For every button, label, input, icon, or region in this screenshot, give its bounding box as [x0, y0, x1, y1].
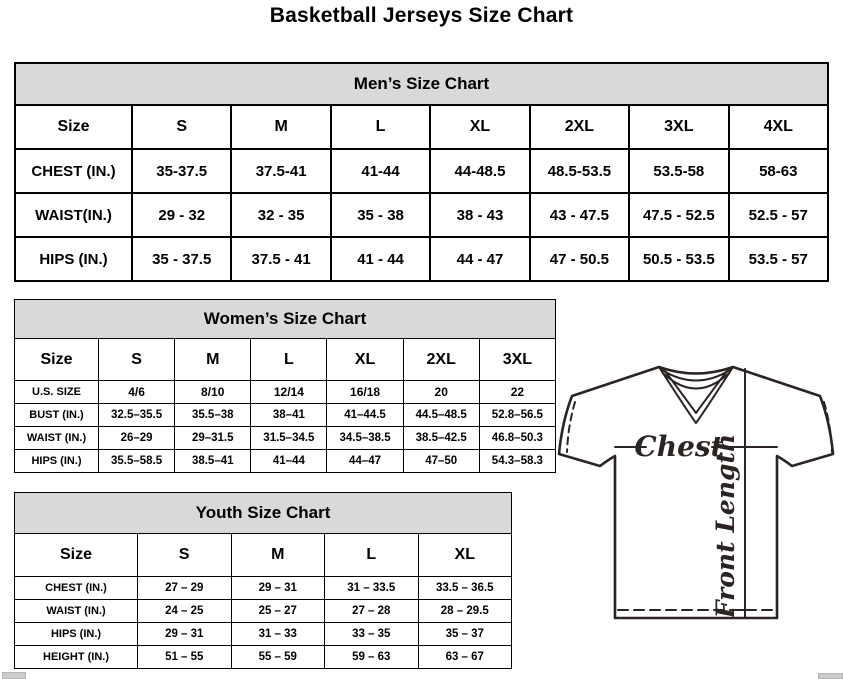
col-header: 2XL — [530, 105, 629, 149]
cell: 53.5-58 — [629, 149, 728, 193]
cell: 29 – 31 — [231, 577, 325, 600]
table-title-row — [15, 63, 828, 105]
cell: 31 – 33.5 — [325, 577, 419, 600]
table-title-row — [15, 493, 512, 534]
cell: 32 - 35 — [231, 193, 330, 237]
cell: 37.5-41 — [231, 149, 330, 193]
cell: 29–31.5 — [175, 427, 251, 450]
table-row — [15, 450, 556, 473]
col-header: M — [175, 339, 251, 381]
cell: 27 – 28 — [325, 600, 419, 623]
col-header: 2XL — [403, 339, 479, 381]
youth-table-title: Youth Size Chart — [15, 493, 512, 534]
cell: 35 - 37.5 — [132, 237, 231, 281]
table-row — [15, 577, 512, 600]
table-row — [15, 623, 512, 646]
col-header: L — [251, 339, 327, 381]
cell: 27 – 29 — [138, 577, 232, 600]
col-header: S — [138, 534, 232, 577]
cell: 24 – 25 — [138, 600, 232, 623]
table-row — [15, 646, 512, 669]
col-header: Size — [15, 339, 99, 381]
cell: 47–50 — [403, 450, 479, 473]
womens-size-chart-table — [14, 299, 556, 473]
cell: 58-63 — [729, 149, 828, 193]
row-label: CHEST (IN.) — [15, 149, 132, 193]
row-label: WAIST(IN.) — [15, 193, 132, 237]
jersey-outline — [559, 367, 833, 618]
cell: 37.5 - 41 — [231, 237, 330, 281]
row-label: HIPS (IN.) — [15, 623, 138, 646]
cell: 35.5–58.5 — [99, 450, 175, 473]
row-label: HEIGHT (IN.) — [15, 646, 138, 669]
col-header: S — [99, 339, 175, 381]
cell: 53.5 - 57 — [729, 237, 828, 281]
table-row — [15, 381, 556, 404]
row-label: HIPS (IN.) — [15, 237, 132, 281]
cell: 22 — [479, 381, 555, 404]
col-header: Size — [15, 534, 138, 577]
cell: 25 – 27 — [231, 600, 325, 623]
col-header: 3XL — [629, 105, 728, 149]
row-label: HIPS (IN.) — [15, 450, 99, 473]
cell: 28 – 29.5 — [418, 600, 512, 623]
col-header: L — [325, 534, 419, 577]
cell: 35 – 37 — [418, 623, 512, 646]
cell: 41 - 44 — [331, 237, 430, 281]
col-header: Size — [15, 105, 132, 149]
cell: 33.5 – 36.5 — [418, 577, 512, 600]
col-header: S — [132, 105, 231, 149]
cell: 44 - 47 — [430, 237, 529, 281]
cell: 55 – 59 — [231, 646, 325, 669]
cell: 31 – 33 — [231, 623, 325, 646]
col-header: M — [231, 105, 330, 149]
table-row — [15, 237, 828, 281]
cell: 50.5 - 53.5 — [629, 237, 728, 281]
col-header: XL — [418, 534, 512, 577]
cell: 35-37.5 — [132, 149, 231, 193]
column-header-row — [15, 534, 512, 577]
cell: 52.5 - 57 — [729, 193, 828, 237]
row-label: CHEST (IN.) — [15, 577, 138, 600]
table-title-row — [15, 300, 556, 339]
cell: 34.5–38.5 — [327, 427, 403, 450]
column-header-row — [15, 105, 828, 149]
cell: 16/18 — [327, 381, 403, 404]
cell: 20 — [403, 381, 479, 404]
cell: 41-44 — [331, 149, 430, 193]
row-label: WAIST (IN.) — [15, 427, 99, 450]
front-length-label: Front Length — [711, 433, 740, 619]
col-header: 3XL — [479, 339, 555, 381]
cell: 48.5-53.5 — [530, 149, 629, 193]
table-row — [15, 193, 828, 237]
horizontal-scrollbar-left-fragment[interactable] — [2, 672, 26, 679]
horizontal-scrollbar-right-fragment[interactable] — [818, 673, 843, 679]
cell: 31.5–34.5 — [251, 427, 327, 450]
row-label: WAIST (IN.) — [15, 600, 138, 623]
table-row — [15, 404, 556, 427]
cell: 41–44 — [251, 450, 327, 473]
cell: 32.5–35.5 — [99, 404, 175, 427]
col-header: XL — [327, 339, 403, 381]
cell: 44-48.5 — [430, 149, 529, 193]
row-label: U.S. SIZE — [15, 381, 99, 404]
cell: 35.5–38 — [175, 404, 251, 427]
mens-size-chart-table — [14, 62, 829, 282]
cell: 29 - 32 — [132, 193, 231, 237]
page-title: Basketball Jerseys Size Chart — [269, 4, 574, 27]
cell: 38 - 43 — [430, 193, 529, 237]
cell: 33 – 35 — [325, 623, 419, 646]
cell: 4/6 — [99, 381, 175, 404]
cell: 35 - 38 — [331, 193, 430, 237]
column-header-row — [15, 339, 556, 381]
cell: 52.8–56.5 — [479, 404, 555, 427]
cell: 43 - 47.5 — [530, 193, 629, 237]
cell: 26–29 — [99, 427, 175, 450]
cell: 38.5–41 — [175, 450, 251, 473]
table-row — [15, 427, 556, 450]
cell: 46.8–50.3 — [479, 427, 555, 450]
chest-label: Chest — [634, 430, 724, 463]
row-label: BUST (IN.) — [15, 404, 99, 427]
table-row — [15, 149, 828, 193]
cell: 8/10 — [175, 381, 251, 404]
col-header: L — [331, 105, 430, 149]
col-header: XL — [430, 105, 529, 149]
cell: 29 – 31 — [138, 623, 232, 646]
cell: 63 – 67 — [418, 646, 512, 669]
youth-size-chart-table — [14, 492, 512, 669]
cell: 47.5 - 52.5 — [629, 193, 728, 237]
cell: 44.5–48.5 — [403, 404, 479, 427]
cell: 44–47 — [327, 450, 403, 473]
col-header: M — [231, 534, 325, 577]
womens-table-title: Women’s Size Chart — [15, 300, 556, 339]
cell: 12/14 — [251, 381, 327, 404]
cell: 54.3–58.3 — [479, 450, 555, 473]
cell: 47 - 50.5 — [530, 237, 629, 281]
cell: 51 – 55 — [138, 646, 232, 669]
jersey-measurement-diagram — [556, 360, 843, 634]
cell: 38–41 — [251, 404, 327, 427]
cell: 41–44.5 — [327, 404, 403, 427]
col-header: 4XL — [729, 105, 828, 149]
table-row — [15, 600, 512, 623]
mens-table-title: Men’s Size Chart — [15, 63, 828, 105]
cell: 59 – 63 — [325, 646, 419, 669]
cell: 38.5–42.5 — [403, 427, 479, 450]
